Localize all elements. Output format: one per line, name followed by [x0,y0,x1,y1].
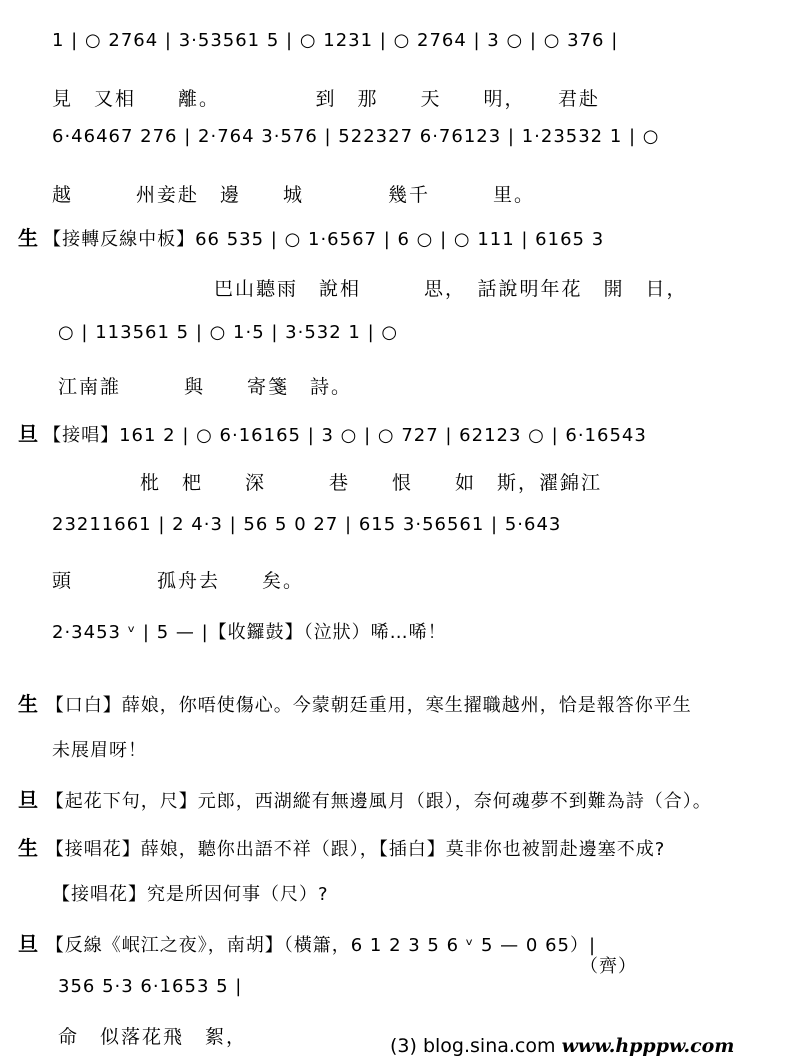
role-sheng-3: 生 [18,836,39,860]
prose-1b: 未展眉呀！ [52,740,147,761]
lyric-row-14: 命 似落花飛 絮， [58,1026,248,1048]
prose-2: 旦 【起花下句，尺】元郎，西湖縱有無邊風月（跟），奈何魂夢不到難為詩（合）。 [18,788,712,812]
role-dan: 旦 [18,422,38,446]
notation-row-1: 1 | ○ 2764 | 3·53561 5 | ○ 1231 | ○ 2764 | 3 ○ | ○ 376 | [52,30,619,51]
role-dan-3: 旦 [18,932,39,956]
role-sheng: 生 [18,226,38,250]
site-url: blog.sina.com [422,1035,556,1057]
prose-4: 旦 【反線《岷江之夜》，南胡】（橫簫，6 1 2 3 5 6 ᵛ 5 — 0 65）| [18,932,597,956]
lyric-row-3: 巴山聽雨 說相 思， 話說明年花 開 日， [214,278,688,300]
notation-row-5-wrap [18,418,793,447]
watermark: www.hpppw.com [561,1035,735,1057]
page-number: (3) [390,1035,417,1057]
prose-3b: 【接唱花】究是所因何事（尺）? [52,884,329,905]
lyric-row-5: 枇 杷 深 巷 恨 如 斯，濯錦江 [140,472,603,494]
notation-row-3: 【接轉反線中板】66 535 | ○ 1·6567 | 6 ○ | ○ 111 | 6165 3 [43,229,605,250]
notation-row-5: 【接唱】161 2 | ○ 6·16165 | 3 ○ | ○ 727 | 62123 ○ | 6·16543 [43,425,647,446]
prose-4b: （齊） [580,956,637,977]
notation-row-2: 6·46467 276 | 2·764 3·576 | 522327 6·76123 | 1·23532 1 | ○ [52,126,660,147]
role-dan-2: 旦 [18,788,39,812]
lyric-row-2: 越 州妾赴 邊 城 幾千 里。 [52,184,536,206]
notation-row-14: 356 5·3 6·1653 5 | [58,976,243,997]
notation-row-3-wrap [18,222,793,251]
lyric-row-4: 江南誰 與 寄箋 詩。 [58,376,353,398]
lyric-row-6: 頭 孤舟去 矣。 [52,570,305,592]
notation-row-7: 2·3453 ᵛ | 5 — |【收鑼鼓】（泣狀）唏…唏！ [52,622,447,643]
lyric-row-1: 見 又相 離。 到 那 天 明， 君赴 [52,88,601,110]
notation-row-4: ○ | 113561 5 | ○ 1·5 | 3·532 1 | ○ [58,322,399,343]
role-sheng-2: 生 [18,692,39,716]
notation-row-6: 23211661 | 2 4·3 | 56 5 0 27 | 615 3·56561 | 5·643 [52,514,562,535]
prose-3: 生 【接唱花】薛娘，聽你出語不祥（跟），【插白】莫非你也被罰赴邊塞不成? [18,836,666,860]
prose-1: 生 【口白】薛娘，你唔使傷心。今蒙朝廷重用，寒生擢職越州，恰是報答你平生 [18,692,692,716]
footer [390,1035,734,1057]
